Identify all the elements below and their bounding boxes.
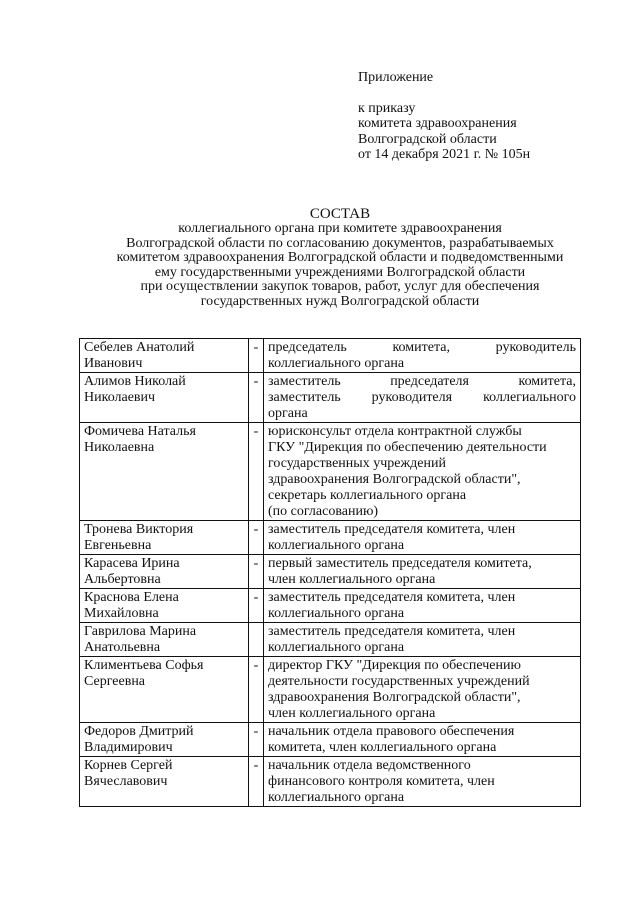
appendix-line: комитета здравоохранения xyxy=(358,116,517,131)
member-name-cell xyxy=(80,723,249,757)
table-row xyxy=(80,339,581,373)
appendix-header xyxy=(358,70,530,163)
member-name-line: Федоров Дмитрий xyxy=(84,724,194,739)
member-name-line: Себелев Анатолий xyxy=(84,340,195,355)
member-name-line: Краснова Елена xyxy=(84,590,179,605)
dash-cell: - xyxy=(249,555,264,589)
table-row xyxy=(80,423,581,521)
member-role-cell xyxy=(264,555,581,589)
member-name-cell xyxy=(80,423,249,521)
member-name-cell xyxy=(80,373,249,423)
member-role-line: здравоохранения Волгоградской области", xyxy=(268,472,521,487)
member-role-cell xyxy=(264,589,581,623)
member-role-line: заместитель председателя комитета, член xyxy=(268,522,516,537)
table-row xyxy=(80,555,581,589)
member-role-line: здравоохранения Волгоградской области", xyxy=(268,690,521,705)
document-title xyxy=(60,206,620,309)
member-name-cell xyxy=(80,657,249,723)
member-role-line: коллегиального органа xyxy=(268,538,405,553)
member-role-line: (по согласованию) xyxy=(268,504,379,519)
table-row xyxy=(80,623,581,657)
member-name-cell xyxy=(80,339,249,373)
member-name-cell xyxy=(80,757,249,807)
member-role-cell xyxy=(264,521,581,555)
member-role-line: коллегиального органа xyxy=(268,356,405,371)
member-role-line: органа xyxy=(268,406,308,421)
member-role-line: секретарь коллегиального органа xyxy=(268,488,467,503)
member-role-line: деятельности государственных учреждений xyxy=(268,674,530,689)
appendix-line: от 14 декабря 2021 г. № 105н xyxy=(358,147,531,162)
member-name-line: Карасева Ирина xyxy=(84,556,180,571)
member-role-line: коллегиального органа xyxy=(268,790,405,805)
title-line: коллегиального органа при комитете здравоохранения xyxy=(178,221,502,236)
member-role-cell xyxy=(264,373,581,423)
dash-cell: - xyxy=(249,757,264,807)
member-role-cell xyxy=(264,423,581,521)
member-role-cell xyxy=(264,657,581,723)
member-name-line: Владимирович xyxy=(84,740,173,755)
member-role-cell xyxy=(264,757,581,807)
member-name-line: Анатольевна xyxy=(84,640,161,655)
member-role-line: заместитель председателя комитета, член xyxy=(268,624,516,639)
member-role-cell xyxy=(264,339,581,373)
member-role-line: юрисконсульт отдела контрактной службы xyxy=(268,424,522,439)
member-role-line: ГКУ "Дирекция по обеспечению деятельности xyxy=(268,440,547,455)
member-name-line: Вячеславович xyxy=(84,774,168,789)
table-row xyxy=(80,373,581,423)
member-role-line: член коллегиального органа xyxy=(268,572,436,587)
dash-cell: - xyxy=(249,339,264,373)
table-row xyxy=(80,589,581,623)
member-name-line: Николаевна xyxy=(84,440,155,455)
member-name-line: Корнев Сергей xyxy=(84,758,173,773)
table-row xyxy=(80,723,581,757)
dash-cell: - xyxy=(249,723,264,757)
members-table-body xyxy=(80,339,581,807)
member-name-cell xyxy=(80,589,249,623)
member-role-line: директор ГКУ "Дирекция по обеспечению xyxy=(268,658,521,673)
title-line: при осуществлении закупок товаров, работ, услуг для обеспечения xyxy=(140,279,540,294)
appendix-line: к приказу xyxy=(358,100,416,116)
member-role-line: коллегиального органа xyxy=(268,606,405,621)
member-role-line: комитета, член коллегиального органа xyxy=(268,740,497,755)
member-role-cell xyxy=(264,623,581,657)
member-name-line: Сергеевна xyxy=(84,674,146,689)
member-role-line: заместитель председателя комитета, член xyxy=(268,590,516,605)
title-line: Волгоградской области по согласованию документов, разрабатываемых xyxy=(126,235,554,251)
member-name-line: Николаевич xyxy=(84,390,156,405)
dash-cell: - xyxy=(249,521,264,555)
member-name-line: Иванович xyxy=(84,356,143,371)
member-name-cell xyxy=(80,521,249,555)
member-role-line: заместитель председателя комитета, xyxy=(268,374,576,389)
member-role-cell xyxy=(264,723,581,757)
dash-cell xyxy=(249,623,264,657)
appendix-line: Волгоградской области xyxy=(358,131,497,147)
dash-cell: - xyxy=(249,423,264,521)
member-role-line: член коллегиального органа xyxy=(268,706,436,721)
member-name-line: Алимов Николай xyxy=(84,374,186,389)
member-name-line: Фомичева Наталья xyxy=(84,424,196,439)
title-main: СОСТАВ xyxy=(309,206,371,222)
member-name-cell xyxy=(80,555,249,589)
member-name-line: Михайловна xyxy=(84,606,159,621)
table-row xyxy=(80,521,581,555)
member-role-line: государственных учреждений xyxy=(268,456,446,471)
dash-cell: - xyxy=(249,373,264,423)
member-role-line: начальник отдела ведомственного xyxy=(268,758,471,773)
members-table xyxy=(79,338,581,807)
dash-cell: - xyxy=(249,589,264,623)
member-name-cell xyxy=(80,623,249,657)
member-name-line: Альбертовна xyxy=(84,572,161,587)
title-line: ему государственными учреждениями Волгоградской области xyxy=(154,264,526,280)
title-line: государственных нужд Волгоградской области xyxy=(200,293,480,309)
member-role-line: коллегиального органа xyxy=(268,640,405,655)
table-row xyxy=(80,657,581,723)
member-name-line: Гаврилова Марина xyxy=(84,624,197,639)
member-role-line: председатель комитета, руководитель xyxy=(268,340,576,355)
title-line: комитетом здравоохранения Волгоградской области и подведомственными xyxy=(116,250,564,265)
member-role-line: первый заместитель председателя комитета, xyxy=(268,556,532,571)
member-name-line: Евгеньевна xyxy=(84,538,152,553)
member-role-line: финансового контроля комитета, член xyxy=(268,774,495,789)
member-role-line: начальник отдела правового обеспечения xyxy=(268,724,515,739)
table-row xyxy=(80,757,581,807)
member-name-line: Тронева Виктория xyxy=(84,522,194,537)
member-name-line: Климентьева Софья xyxy=(84,658,204,673)
member-role-line: заместитель руководителя коллегиального xyxy=(268,390,576,405)
dash-cell: - xyxy=(249,657,264,723)
appendix-label: Приложение xyxy=(358,70,434,85)
